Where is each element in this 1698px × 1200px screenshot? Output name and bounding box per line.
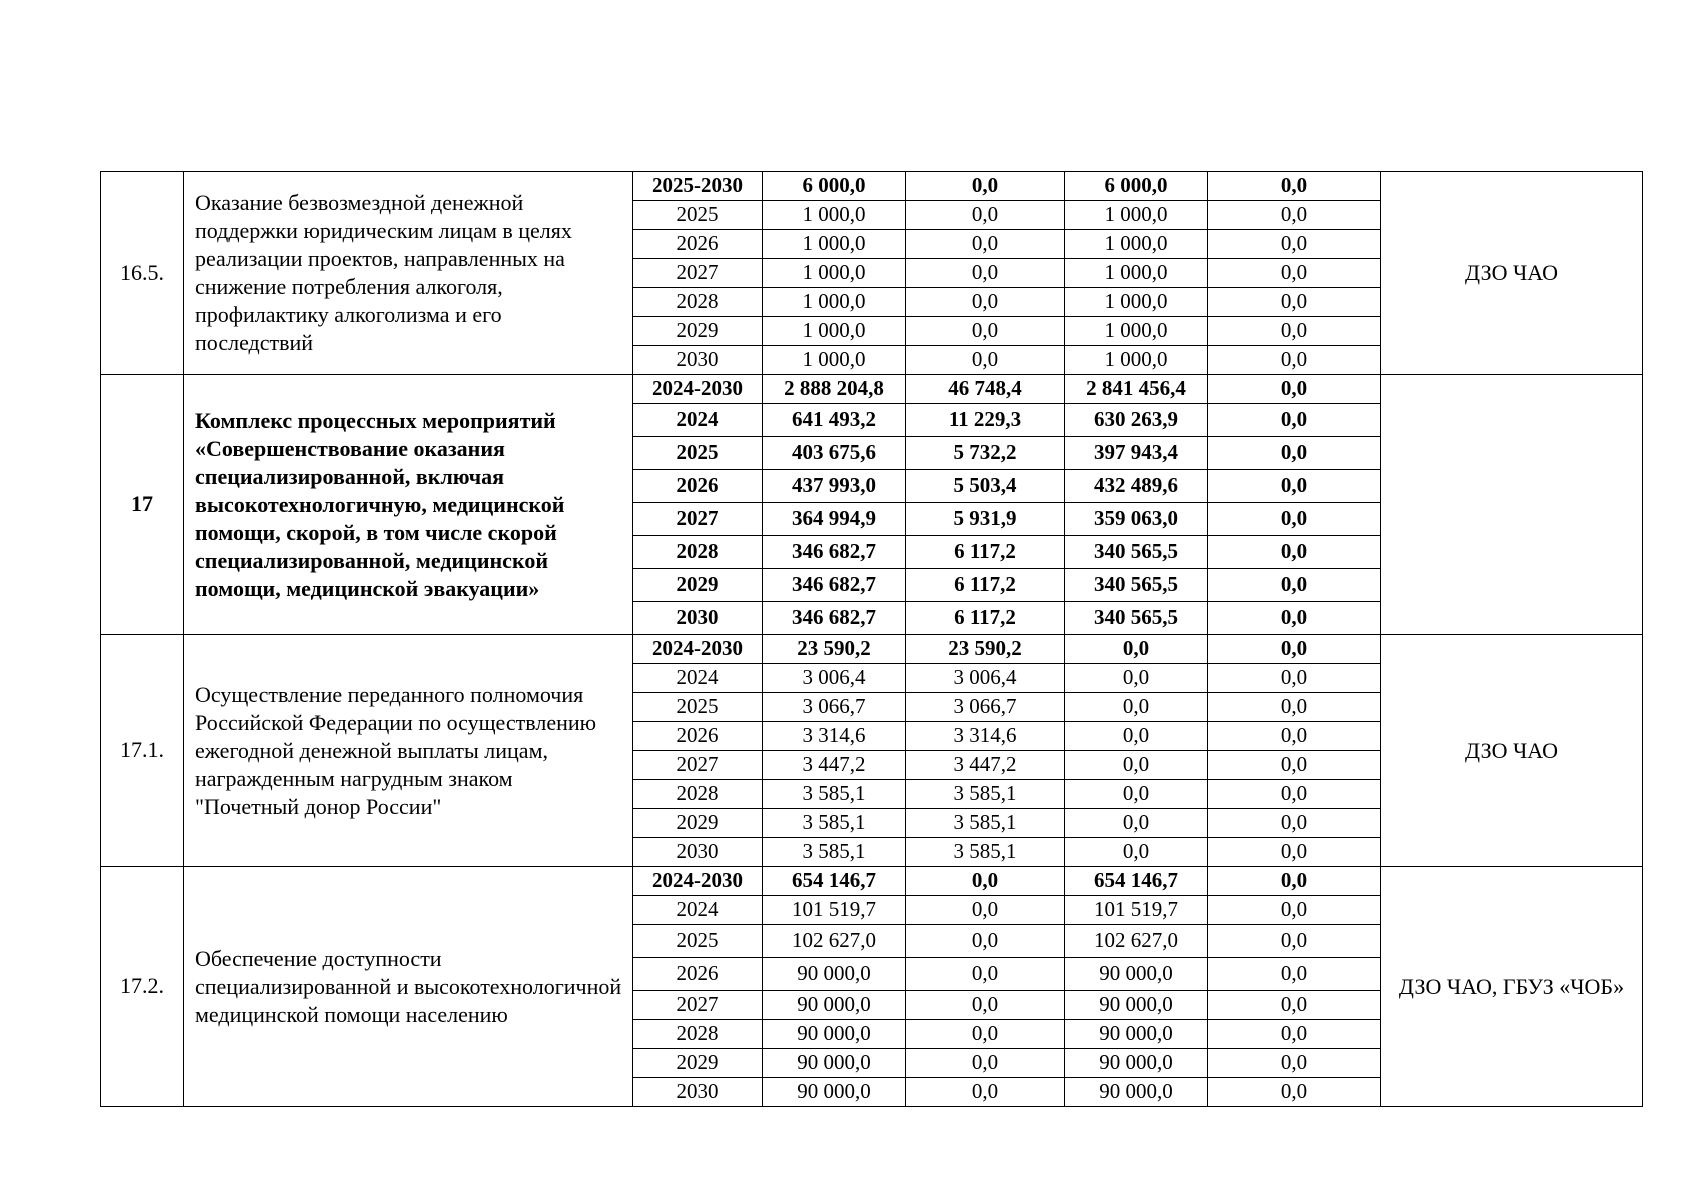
federal-cell: 0,0 [906,1078,1065,1107]
other-cell: 0,0 [1208,635,1381,664]
regional-cell: 359 063,0 [1065,503,1208,536]
table-row [101,867,1643,896]
year-cell: 2026 [633,722,763,751]
item-description: Обеспечение доступности специализированной и высокотехнологичной медицинской помощи населению [184,867,633,1107]
responsible-executor: ДЗО ЧАО, ГБУЗ «ЧОБ» [1381,867,1643,1107]
regional-cell: 0,0 [1065,780,1208,809]
total-cell: 90 000,0 [763,1020,906,1049]
item-description: Комплекс процессных мероприятий «Совершенствование оказания специализированной, включая высокотехнологичную, медицинской помощи, скорой, в том числе скорой специализированной, медицинской помощи, медицинской эвакуации» [184,375,633,635]
regional-cell: 654 146,7 [1065,867,1208,896]
total-cell: 90 000,0 [763,991,906,1020]
federal-cell: 0,0 [906,317,1065,346]
year-cell: 2029 [633,809,763,838]
total-cell: 1 000,0 [763,288,906,317]
federal-cell: 0,0 [906,230,1065,259]
table-body [101,172,1643,1107]
federal-cell: 3 585,1 [906,809,1065,838]
year-cell: 2027 [633,991,763,1020]
total-cell: 3 585,1 [763,838,906,867]
total-cell: 3 585,1 [763,780,906,809]
regional-cell: 340 565,5 [1065,536,1208,569]
table-row [101,172,1643,201]
total-cell: 3 006,4 [763,664,906,693]
other-cell: 0,0 [1208,1078,1381,1107]
year-cell: 2024-2030 [633,635,763,664]
regional-cell: 1 000,0 [1065,201,1208,230]
federal-cell: 11 229,3 [906,404,1065,437]
year-cell: 2030 [633,602,763,635]
regional-cell: 0,0 [1065,722,1208,751]
other-cell: 0,0 [1208,867,1381,896]
other-cell: 0,0 [1208,925,1381,958]
federal-cell: 3 585,1 [906,838,1065,867]
year-cell: 2028 [633,1020,763,1049]
regional-cell: 1 000,0 [1065,230,1208,259]
total-cell: 641 493,2 [763,404,906,437]
other-cell: 0,0 [1208,404,1381,437]
federal-cell: 3 447,2 [906,751,1065,780]
total-cell: 1 000,0 [763,317,906,346]
year-cell: 2025 [633,693,763,722]
year-cell: 2024-2030 [633,375,763,404]
year-cell: 2030 [633,346,763,375]
total-cell: 1 000,0 [763,201,906,230]
year-cell: 2025-2030 [633,172,763,201]
federal-cell: 0,0 [906,346,1065,375]
year-cell: 2024 [633,664,763,693]
federal-cell: 0,0 [906,1049,1065,1078]
federal-cell: 6 117,2 [906,536,1065,569]
other-cell: 0,0 [1208,201,1381,230]
year-cell: 2025 [633,437,763,470]
total-cell: 403 675,6 [763,437,906,470]
table-row [101,635,1643,664]
other-cell: 0,0 [1208,317,1381,346]
year-cell: 2029 [633,1049,763,1078]
other-cell: 0,0 [1208,693,1381,722]
federal-cell: 3 066,7 [906,693,1065,722]
other-cell: 0,0 [1208,1049,1381,1078]
regional-cell: 1 000,0 [1065,288,1208,317]
year-cell: 2029 [633,569,763,602]
federal-cell: 6 117,2 [906,569,1065,602]
other-cell: 0,0 [1208,437,1381,470]
total-cell: 2 888 204,8 [763,375,906,404]
other-cell: 0,0 [1208,230,1381,259]
item-number: 17.2. [101,867,184,1107]
regional-cell: 101 519,7 [1065,896,1208,925]
total-cell: 101 519,7 [763,896,906,925]
regional-cell: 1 000,0 [1065,346,1208,375]
total-cell: 654 146,7 [763,867,906,896]
regional-cell: 0,0 [1065,809,1208,838]
total-cell: 1 000,0 [763,346,906,375]
other-cell: 0,0 [1208,991,1381,1020]
federal-cell: 3 314,6 [906,722,1065,751]
year-cell: 2024 [633,404,763,437]
total-cell: 6 000,0 [763,172,906,201]
year-cell: 2029 [633,317,763,346]
other-cell: 0,0 [1208,958,1381,991]
regional-cell: 397 943,4 [1065,437,1208,470]
total-cell: 3 447,2 [763,751,906,780]
other-cell: 0,0 [1208,722,1381,751]
federal-cell: 5 503,4 [906,470,1065,503]
year-cell: 2028 [633,536,763,569]
year-cell: 2026 [633,470,763,503]
responsible-executor: ДЗО ЧАО [1381,172,1643,375]
other-cell: 0,0 [1208,503,1381,536]
other-cell: 0,0 [1208,896,1381,925]
regional-cell: 0,0 [1065,635,1208,664]
total-cell: 90 000,0 [763,1049,906,1078]
total-cell: 346 682,7 [763,536,906,569]
regional-cell: 90 000,0 [1065,1078,1208,1107]
regional-cell: 1 000,0 [1065,259,1208,288]
federal-cell: 6 117,2 [906,602,1065,635]
other-cell: 0,0 [1208,172,1381,201]
other-cell: 0,0 [1208,664,1381,693]
regional-cell: 432 489,6 [1065,470,1208,503]
total-cell: 437 993,0 [763,470,906,503]
item-description: Осуществление переданного полномочия Российской Федерации по осуществлению ежегодной денежной выплаты лицам, награжденным нагрудным знаком "Почетный донор России" [184,635,633,867]
federal-cell: 0,0 [906,172,1065,201]
regional-cell: 90 000,0 [1065,1049,1208,1078]
federal-cell: 0,0 [906,958,1065,991]
federal-cell: 3 585,1 [906,780,1065,809]
total-cell: 346 682,7 [763,602,906,635]
other-cell: 0,0 [1208,602,1381,635]
year-cell: 2028 [633,288,763,317]
year-cell: 2027 [633,751,763,780]
year-cell: 2027 [633,259,763,288]
year-cell: 2024 [633,896,763,925]
other-cell: 0,0 [1208,838,1381,867]
regional-cell: 6 000,0 [1065,172,1208,201]
total-cell: 90 000,0 [763,958,906,991]
regional-cell: 340 565,5 [1065,569,1208,602]
regional-cell: 102 627,0 [1065,925,1208,958]
total-cell: 1 000,0 [763,259,906,288]
federal-cell: 0,0 [906,288,1065,317]
total-cell: 23 590,2 [763,635,906,664]
funding-table [100,171,1643,1107]
federal-cell: 0,0 [906,925,1065,958]
federal-cell: 0,0 [906,867,1065,896]
total-cell: 1 000,0 [763,230,906,259]
other-cell: 0,0 [1208,780,1381,809]
federal-cell: 0,0 [906,896,1065,925]
total-cell: 102 627,0 [763,925,906,958]
regional-cell: 90 000,0 [1065,1020,1208,1049]
other-cell: 0,0 [1208,536,1381,569]
year-cell: 2025 [633,925,763,958]
regional-cell: 0,0 [1065,751,1208,780]
year-cell: 2027 [633,503,763,536]
federal-cell: 0,0 [906,201,1065,230]
federal-cell: 46 748,4 [906,375,1065,404]
federal-cell: 0,0 [906,1020,1065,1049]
year-cell: 2024-2030 [633,867,763,896]
other-cell: 0,0 [1208,346,1381,375]
federal-cell: 3 006,4 [906,664,1065,693]
federal-cell: 0,0 [906,259,1065,288]
regional-cell: 0,0 [1065,693,1208,722]
other-cell: 0,0 [1208,288,1381,317]
year-cell: 2028 [633,780,763,809]
total-cell: 3 066,7 [763,693,906,722]
federal-cell: 5 732,2 [906,437,1065,470]
year-cell: 2026 [633,958,763,991]
total-cell: 3 314,6 [763,722,906,751]
other-cell: 0,0 [1208,809,1381,838]
other-cell: 0,0 [1208,470,1381,503]
year-cell: 2025 [633,201,763,230]
regional-cell: 340 565,5 [1065,602,1208,635]
regional-cell: 2 841 456,4 [1065,375,1208,404]
regional-cell: 630 263,9 [1065,404,1208,437]
regional-cell: 90 000,0 [1065,991,1208,1020]
responsible-executor [1381,375,1643,635]
regional-cell: 1 000,0 [1065,317,1208,346]
other-cell: 0,0 [1208,1020,1381,1049]
item-description: Оказание безвозмездной денежной поддержки юридическим лицам в целях реализации проектов, направленных на снижение потребления алкоголя, профилактику алкоголизма и его последствий [184,172,633,375]
year-cell: 2026 [633,230,763,259]
item-number: 16.5. [101,172,184,375]
total-cell: 90 000,0 [763,1078,906,1107]
other-cell: 0,0 [1208,259,1381,288]
item-number: 17 [101,375,184,635]
regional-cell: 0,0 [1065,838,1208,867]
regional-cell: 0,0 [1065,664,1208,693]
total-cell: 3 585,1 [763,809,906,838]
federal-cell: 23 590,2 [906,635,1065,664]
total-cell: 346 682,7 [763,569,906,602]
federal-cell: 5 931,9 [906,503,1065,536]
table-row [101,375,1643,404]
federal-cell: 0,0 [906,991,1065,1020]
other-cell: 0,0 [1208,569,1381,602]
total-cell: 364 994,9 [763,503,906,536]
responsible-executor: ДЗО ЧАО [1381,635,1643,867]
regional-cell: 90 000,0 [1065,958,1208,991]
year-cell: 2030 [633,838,763,867]
other-cell: 0,0 [1208,375,1381,404]
other-cell: 0,0 [1208,751,1381,780]
year-cell: 2030 [633,1078,763,1107]
item-number: 17.1. [101,635,184,867]
